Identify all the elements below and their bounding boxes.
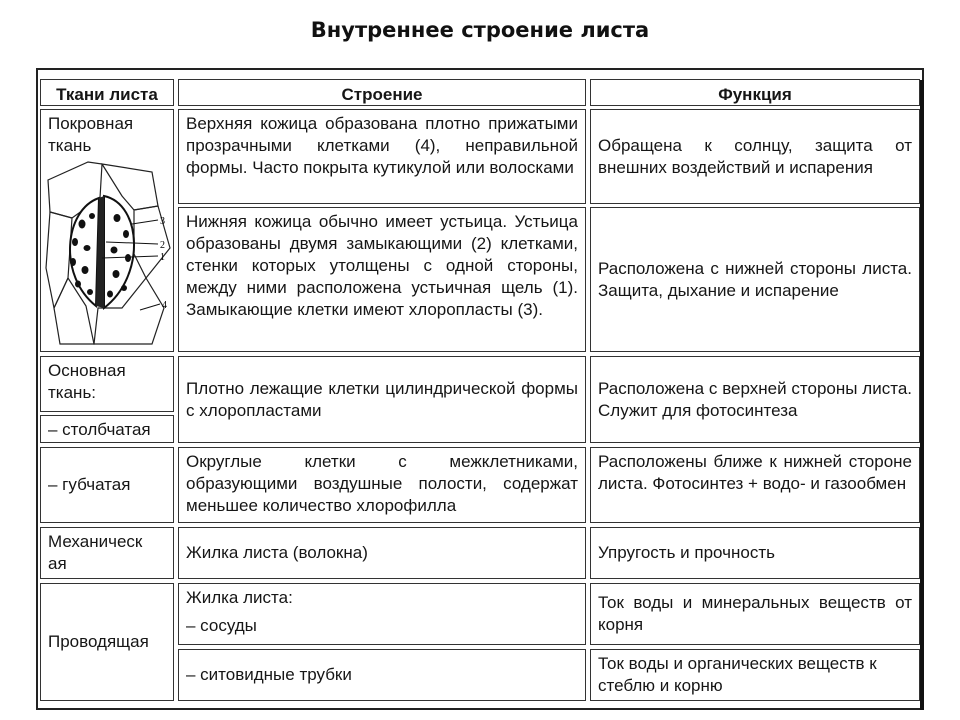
palisade-structure-text: Плотно лежащие клетки цилиндрической формы с хлоропластами: [186, 378, 578, 420]
tissue-conductive: [40, 583, 174, 701]
leader-line-3: [132, 220, 158, 224]
guard-cell-left: [70, 198, 99, 306]
mechanical-function-text: Упругость и прочность: [598, 543, 775, 562]
vessels-function: [590, 583, 920, 645]
header-tissue: Ткани листа: [40, 79, 174, 106]
spongy-structure: Округлые клетки с межклетниками, образующими воздушные полости, содержат меньшее количество хлорофилла: [178, 447, 586, 523]
sieve-structure: [178, 649, 586, 701]
tissue-ground-spongy: [40, 447, 174, 523]
tissue-ground: Основная ткань:: [40, 356, 174, 412]
cover-lower-structure: Нижняя кожица обычно имеет устьица. Устьица образованы двумя замыкающими (2) клетками, стенки которых утолщены с одной стороны, между ними расположена устьичная щель (1). Замыкающие клетки имеют хлоропласты (3).: [178, 207, 586, 352]
leaf-epidermis-diagram: [42, 158, 176, 348]
cover-lower-function-text: Расположена с нижней стороны листа. Защита, дыхание и испарение: [598, 258, 912, 300]
header-structure: Строение: [178, 79, 586, 106]
mechanical-function: [590, 527, 920, 579]
palisade-structure: [178, 356, 586, 443]
cover-lower-function: [590, 207, 920, 352]
tissue-ground-spongy-text: – губчатая: [48, 475, 131, 494]
diagram-label-4: 4: [162, 300, 167, 311]
cover-upper-structure: Верхняя кожица образована плотно прижатыми прозрачными клетками (4), неправильной формы. Часто покрыта кутикулой или волосками: [178, 109, 586, 204]
mechanical-structure: [178, 527, 586, 579]
vessels-function-text: Ток воды и минеральных веществ от корня: [598, 593, 912, 634]
header-function: Функция: [590, 79, 920, 106]
vessels-label: – сосуды: [186, 616, 257, 635]
tissue-ground-palisade: – столбчатая: [40, 415, 174, 443]
epidermis-cell: [46, 212, 72, 308]
tissue-mechanical-text: Механическая: [48, 532, 143, 573]
diagram-label-2: 2: [160, 240, 165, 251]
vessels-structure: [178, 583, 586, 645]
mechanical-structure-text: Жилка листа (волокна): [186, 543, 368, 562]
tissue-conductive-text: Проводящая: [48, 632, 149, 651]
diagram-label-1: 1: [160, 252, 165, 263]
palisade-function: [590, 356, 920, 443]
page-title: Внутреннее строение листа: [310, 18, 650, 42]
cover-upper-function-text: Обращена к солнцу, защита от внешних воздействий и испарения: [598, 135, 912, 177]
vessels-title: Жилка листа:: [186, 588, 293, 607]
sieve-function: Ток воды и органических веществ к стеблю и корню: [590, 649, 920, 701]
spongy-function: Расположены ближе к нижней стороне листа. Фотосинтез + водо- и газообмен: [590, 447, 920, 523]
table-frame-shadow: [920, 80, 924, 710]
sieve-structure-text: – ситовидные трубки: [186, 665, 352, 684]
leader-line-4: [140, 304, 160, 310]
diagram-label-3: 3: [160, 216, 165, 227]
tissue-mechanical: [40, 527, 174, 579]
tissue-cover-label: Покровная ткань: [48, 114, 134, 155]
cover-upper-function: [590, 109, 920, 204]
palisade-function-text: Расположена с верхней стороны листа. Служит для фотосинтеза: [598, 378, 912, 420]
